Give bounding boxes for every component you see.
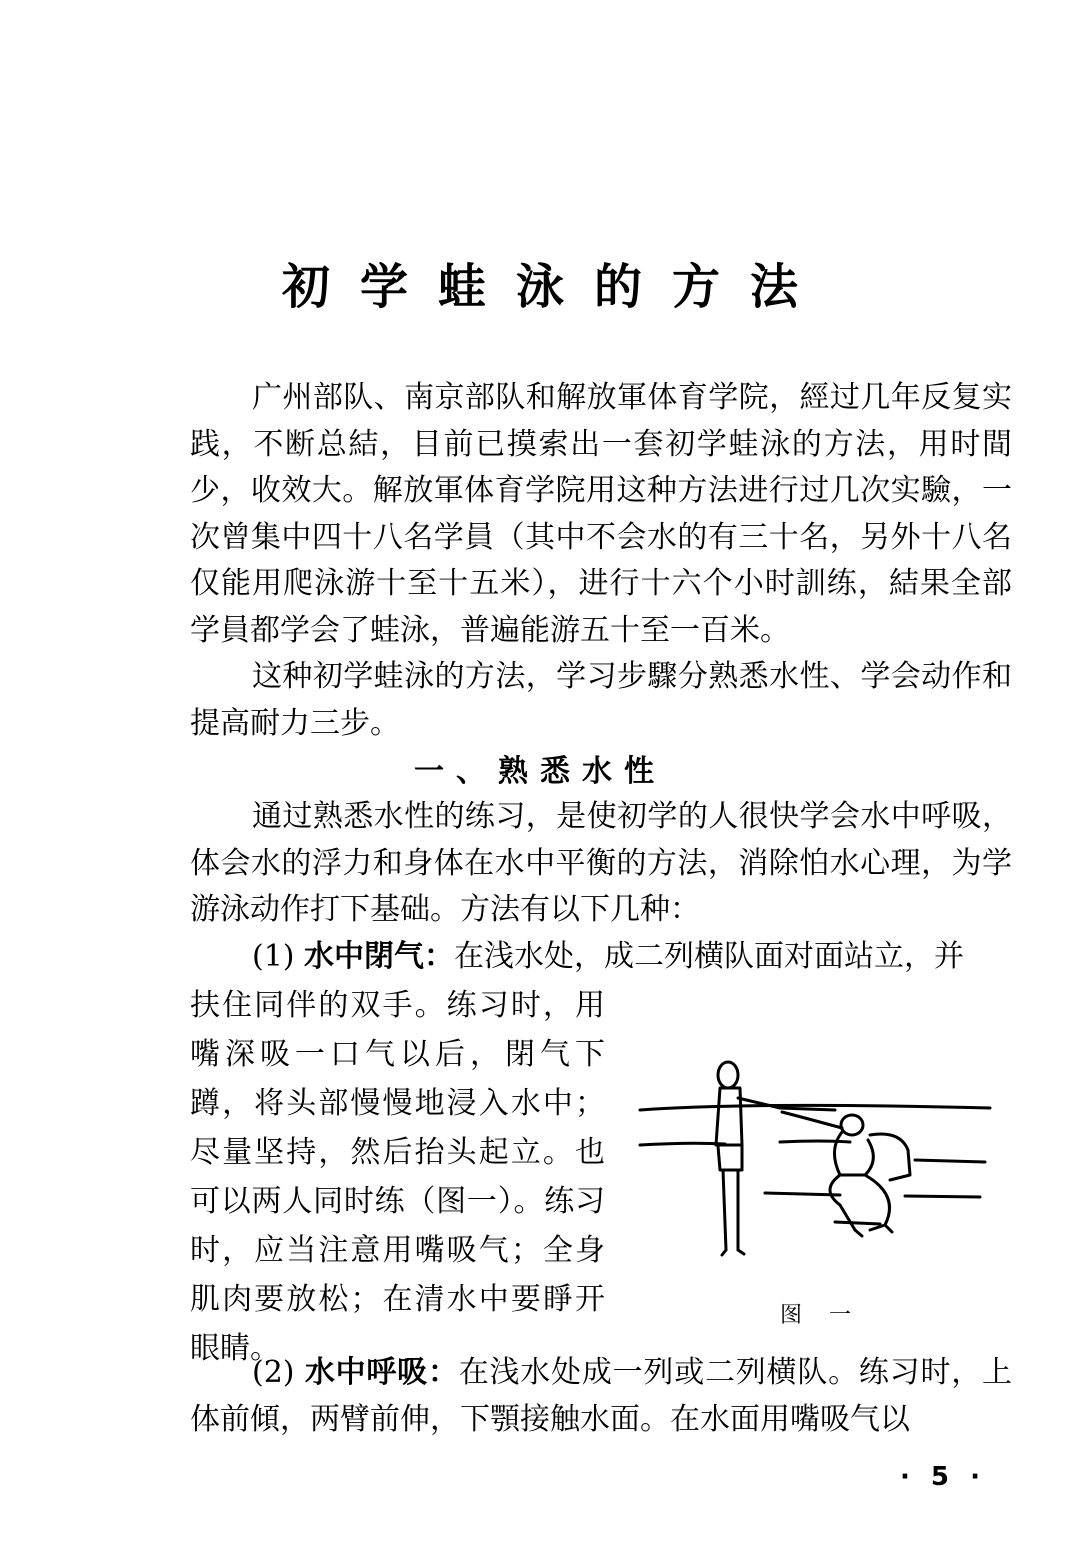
item-2-label: 水中呼吸： [304,1355,459,1390]
figure-caption: 图 一 [780,1303,861,1328]
item-1-first-line [190,934,1020,981]
item-2-number: (2) [252,1355,295,1390]
page-number: · 5 · [900,1462,986,1492]
item-1-first-line-text: 在浅水处，成二列横队面对面站立，并 [454,939,965,974]
item-2-text: 在浅水处成一列或二列横队。练习时，上体前傾，两臂前伸，下顎接触水面。在水面用嘴吸气以 [190,1355,1013,1437]
page-title: 初学蛙泳的方法 [281,259,828,315]
item-1-text: 扶住同伴的双手。练习时，用嘴深吸一口气以后，閉气下蹲，将头部慢慢地浸入水中；尽量坚持，然后抬头起立。也可以两人同时练（图一）。练习时，应当注意用嘴吸气；全身肌肉要放松；在清水中要睜开眼睛。 [190,988,605,1366]
section-heading: 一、熟悉水性 [414,754,666,789]
item-2-paragraph [190,1350,1012,1443]
intro-paragraph-2: 这种初学蛙泳的方法，学习步驟分熟悉水性、学会动作和提高耐力三步。 [190,659,1012,741]
intro-paragraph-1: 广州部队、南京部队和解放軍体育学院，經过几年反复实践，不断总結，目前已摸索出一套初学蛙泳的方法，用时間少，收效大。解放軍体育学院用这种方法进行过几次实驗，一次曾集中四十八名学員（其中不会水的有三十名，另外十八名仅能用爬泳游十至十五米），进行十六个小时訓练，結果全部学員都学会了蛙泳，普遍能游五十至一百米。 [190,380,1012,648]
section-paragraph: 通过熟悉水性的练习，是使初学的人很快学会水中呼吸，体会水的浮力和身体在水中平衡的方法，消除怕水心理，为学游泳动作打下基础。方法有以下几种： [190,799,1012,927]
item-1-number: (1) [252,939,295,974]
figure-1-illustration [630,1050,1000,1270]
item-1-label: 水中閉气： [304,939,455,974]
